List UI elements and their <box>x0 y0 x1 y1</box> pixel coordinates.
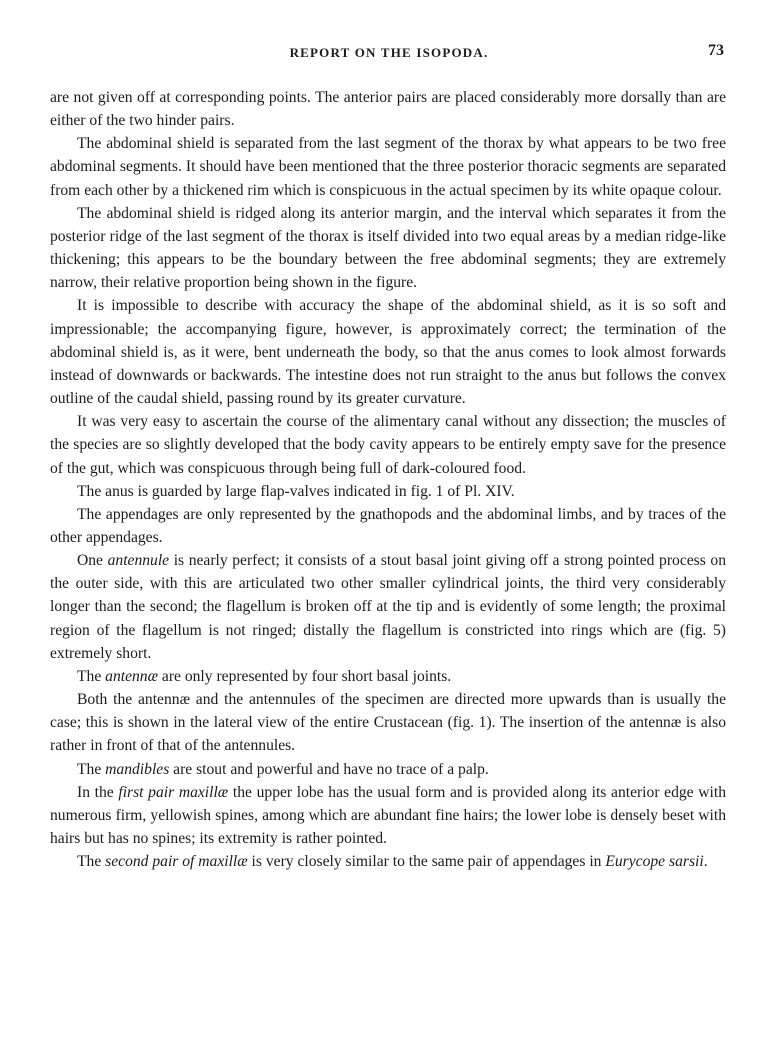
term-mandibles: mandibles <box>105 760 170 778</box>
page-number: 73 <box>708 42 724 59</box>
paragraph-continuation: are not given off at corresponding points. The anterior pairs are placed considerably more dorsally than are either of the two hinder pairs. <box>50 89 726 130</box>
paragraph-abdominal-shield-ridge: The abdominal shield is ridged along its anterior margin, and the interval which separates it from the posterior ridge of the last segment of the thorax is itself divided into two equal areas by a median ridge-like thickening; this appears to be the boundary between the free abdominal segments; they are extremely narrow, their relative proportion being shown in the figure. <box>50 204 726 292</box>
running-header <box>50 42 728 66</box>
paragraph-mandibles: The mandibles are stout and powerful and have no trace of a palp. <box>77 760 489 778</box>
paragraph-first-maxillae: In the first pair maxillæ the upper lobe has the usual form and is provided along its anterior edge with numerous firm, yellowish spines, among which are abundant fine hairs; the lower lobe is densely beset with hairs but has no spines; its extremity is rather pointed. <box>50 783 726 847</box>
paragraph-alimentary-canal: It was very easy to ascertain the course of the alimentary canal without any dissection; the muscles of the species are so slightly developed that the body cavity appears to be entirely empty save for the presence of the gut, which was conspicuous through being full of dark-coloured food. <box>50 413 726 477</box>
paragraph-abdominal-shield-shape: It is impossible to describe with accuracy the shape of the abdominal shield, as it is so soft and impressionable; the accompanying figure, however, is approximately correct; the termination of the abdominal shield is, as it were, bent underneath the body, so that the anus comes to look almost forwards instead of downwards or backwards. The intestine does not run straight to the anus but follows the convex outline of the caudal shield, passing round by its greater curvature. <box>50 297 726 408</box>
term-first-maxillae: first pair maxillæ <box>118 783 229 801</box>
term-antennule: antennule <box>107 552 170 570</box>
body-text <box>50 86 726 873</box>
paragraph-antennule: One antennule is nearly perfect; it consists of a stout basal joint giving off a strong pointed process on the outer side, with this are articulated two other smaller cylindrical joints, the third very considerably longer than the second; the flagellum is broken off at the tip and is evidently of some length; the proximal region of the flagellum is not ringed; distally the flagellum is constricted into rings which are (fig. 5) extremely short. <box>50 552 726 662</box>
term-second-maxillae: second pair of maxillæ <box>105 853 248 871</box>
paragraph-appendages: The appendages are only represented by the gnathopods and the abdominal limbs, and by traces of the other appendages. <box>50 505 726 546</box>
paragraph-antennae-direction: Both the antennæ and the antennules of the specimen are directed more upwards than is usually the case; this is shown in the lateral view of the entire Crustacean (fig. 1). The insertion of the antennæ is also rather in front of that of the antennules. <box>50 691 726 755</box>
term-eurycope-sarsii: Eurycope sarsii <box>605 853 704 871</box>
paragraph-antennae: The antennæ are only represented by four short basal joints. <box>77 667 452 685</box>
term-antennae: antennæ <box>105 667 158 685</box>
paragraph-abdominal-shield-segments: The abdominal shield is separated from the last segment of the thorax by what appears to be two free abdominal segments. It should have been mentioned that the three posterior thoracic segments are separated from each other by a thickened rim which is conspicuous in the actual specimen by its white opaque colour. <box>50 135 726 199</box>
paragraph-second-maxillae: The second pair of maxillæ is very closely similar to the same pair of appendages in Eurycope sarsii. <box>77 853 708 871</box>
paragraph-anus-valves: The anus is guarded by large flap-valves indicated in fig. 1 of Pl. XIV. <box>77 482 515 500</box>
running-title: REPORT ON THE ISOPODA. <box>289 45 489 60</box>
